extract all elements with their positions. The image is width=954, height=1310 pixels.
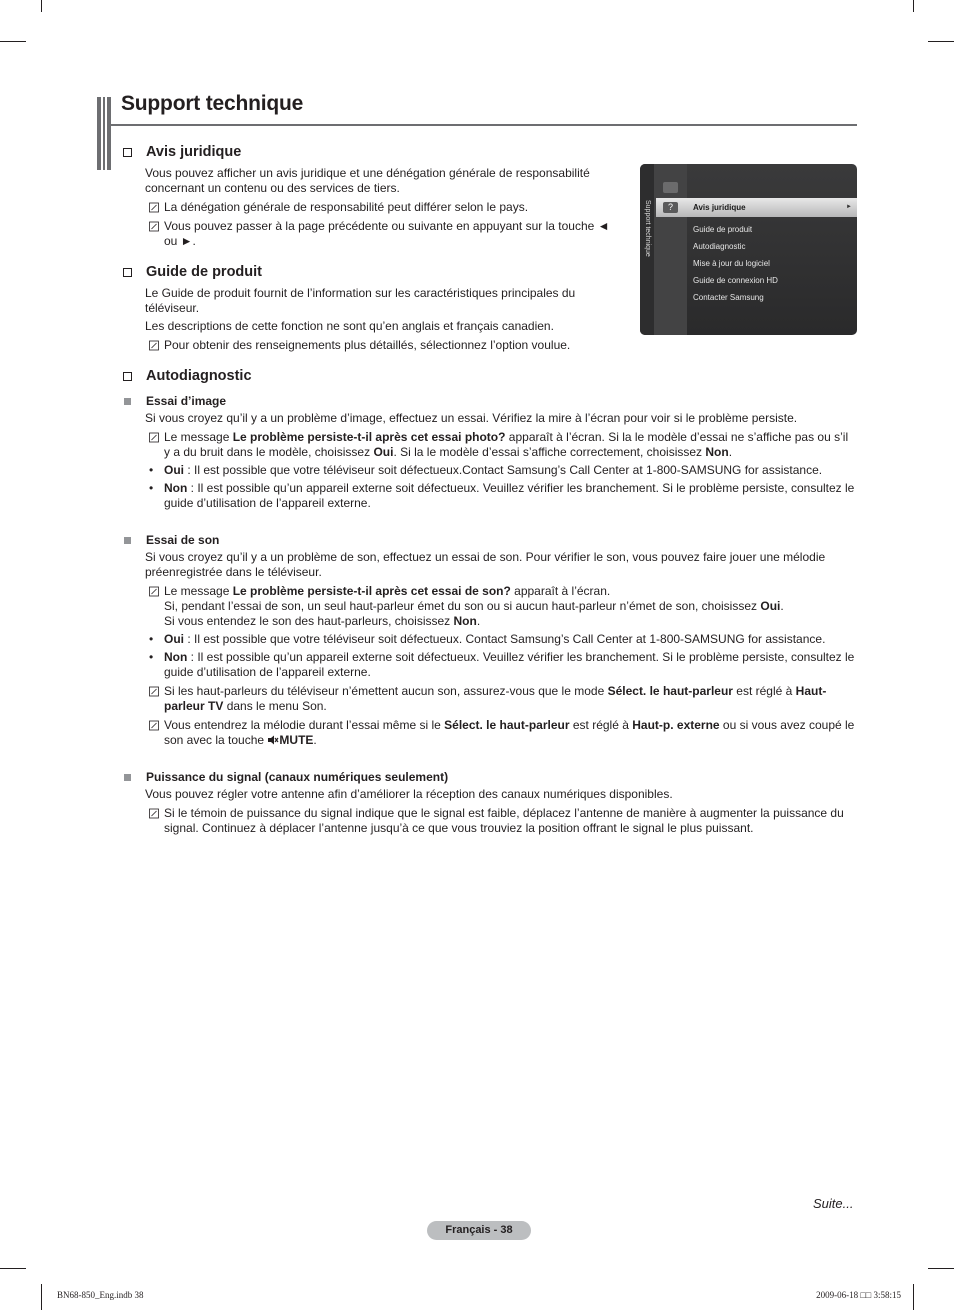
page-number-badge: Français - 38 bbox=[427, 1221, 531, 1240]
title-rule bbox=[111, 124, 857, 126]
note-icon bbox=[145, 720, 164, 731]
note: Vous pouvez passer à la page précédente ou suivante en appuyant sur la touche ◄ ou ►. bbox=[145, 219, 611, 249]
menu-item-contacter-samsung: Contacter Samsung bbox=[693, 293, 764, 302]
page-title: Support technique bbox=[121, 92, 304, 115]
crop-mark bbox=[913, 1284, 914, 1310]
page-content bbox=[121, 145, 857, 836]
crop-mark bbox=[41, 0, 42, 12]
footer-timestamp: 2009-06-18 □□ 3:58:15 bbox=[816, 1290, 901, 1300]
bullet-item: • Oui : Il est possible que votre téléviseur soit défectueux.Contact Samsung’s Call Center at 1-800-SAMSUNG for assistance. bbox=[149, 463, 823, 477]
note: Si le témoin de puissance du signal indique que le signal est faible, déplacez l’antenne de manière à augmenter la puissance du signal. Continuez à déplacer l’antenne jusqu’à ce que vous trouviez la position offrant le signal le plus puissant. bbox=[145, 806, 857, 836]
crop-mark bbox=[928, 41, 954, 42]
note-icon bbox=[145, 221, 164, 232]
paragraph: Vous pouvez afficher un avis juridique et une dénégation générale de responsabilité concernant un contenu ou des services de tiers. bbox=[145, 166, 590, 195]
crop-mark bbox=[41, 1284, 42, 1310]
note-icon bbox=[145, 808, 164, 819]
menu-vertical-label: Support technique bbox=[644, 200, 651, 257]
mute-icon bbox=[267, 735, 279, 745]
checkbox-bullet-icon bbox=[123, 148, 132, 157]
subsection-heading-essai-image: Essai d’image bbox=[124, 394, 857, 409]
note-icon bbox=[145, 432, 164, 443]
paragraph: Si vous croyez qu’il y a un problème d’image, effectuez un essai. Vérifiez la mire à l’écran pour voir si le problème persiste. bbox=[145, 411, 798, 425]
menu-item-avis-juridique: Avis juridique bbox=[693, 203, 746, 212]
paragraph: Si vous croyez qu’il y a un problème de son, effectuez un essai de son. Pour vérifier le son, vous pouvez faire jouer une mélodie préenregistrée dans le téléviseur. bbox=[145, 550, 826, 579]
continued-label: Suite... bbox=[813, 1196, 854, 1211]
section-avis-juridique bbox=[121, 145, 611, 249]
crop-mark bbox=[0, 1268, 26, 1269]
checkbox-bullet-icon bbox=[123, 268, 132, 277]
section-heading: Guide de produit bbox=[121, 265, 611, 280]
note-icon bbox=[145, 686, 164, 697]
support-question-icon: ? bbox=[663, 202, 678, 213]
menu-item-guide-connexion-hd: Guide de connexion HD bbox=[693, 276, 778, 285]
note: Le message Le problème persiste-t-il après cet essai de son? apparaît à l’écran. Si, pendant l’essai de son, un seul haut-parleur émet du son ou si aucun haut-parleur n’émet de son, choisissez Oui. Si vous entendez le son des haut-parleurs, choisissez Non. bbox=[145, 584, 857, 629]
note: Vous entendrez la mélodie durant l’essai même si le Sélect. le haut-parleur est réglé à Haut-p. externe ou si vous avez coupé le son avec la touche MUTE. bbox=[145, 718, 857, 748]
paragraph: Les descriptions de cette fonction ne sont qu’en anglais et français canadien. bbox=[145, 319, 554, 333]
crop-mark bbox=[913, 0, 914, 12]
subsection-heading-puissance-signal: Puissance du signal (canaux numériques seulement) bbox=[124, 770, 857, 785]
note: La dénégation générale de responsabilité peut différer selon le pays. bbox=[145, 200, 611, 215]
bullet-item: • Oui : Il est possible que votre téléviseur soit défectueux. Contact Samsung’s Call Center at 1-800-SAMSUNG for assistance. bbox=[149, 632, 826, 646]
note: Si les haut-parleurs du téléviseur n’émettent aucun son, assurez-vous que le mode Sélect. le haut-parleur est réglé à Haut-parleur TV dans le menu Son. bbox=[145, 684, 857, 714]
menu-item-guide-de-produit: Guide de produit bbox=[693, 225, 753, 234]
paragraph: Le Guide de produit fournit de l’information sur les caractéristiques principales du téléviseur. bbox=[145, 286, 576, 315]
note-icon bbox=[145, 202, 164, 213]
section-guide-de-produit bbox=[121, 265, 611, 353]
square-bullet-icon bbox=[124, 398, 131, 405]
footer-file-info: BN68-850_Eng.indb 38 bbox=[57, 1290, 144, 1300]
note: Le message Le problème persiste-t-il après cet essai photo? apparaît à l’écran. Si la le modèle d’essai ne s’affiche pas ou s’il y a du bruit dans le modèle, choisissez Oui. Si la le modèle d’essai s’affiche correctement, choisissez Non. bbox=[145, 430, 857, 460]
note-icon bbox=[145, 586, 164, 597]
checkbox-bullet-icon bbox=[123, 372, 132, 381]
section-autodiagnostic bbox=[121, 369, 857, 836]
note-icon bbox=[145, 340, 164, 351]
crop-mark bbox=[928, 1268, 954, 1269]
menu-item-autodiagnostic: Autodiagnostic bbox=[693, 242, 746, 251]
note: Pour obtenir des renseignements plus détaillés, sélectionnez l’option voulue. bbox=[145, 338, 611, 353]
section-heading: Autodiagnostic bbox=[121, 369, 857, 384]
paragraph: Vous pouvez régler votre antenne afin d’améliorer la réception des canaux numériques disponibles. bbox=[145, 787, 673, 801]
bullet-item: • Non : Il est possible qu’un appareil externe soit défectueux. Veuillez vérifier les branchement. Si le problème persiste, consultez le guide d’utilisation de l’appareil externe. bbox=[149, 650, 855, 679]
square-bullet-icon bbox=[124, 774, 131, 781]
crop-mark bbox=[0, 41, 26, 42]
bullet-item: • Non : Il est possible qu’un appareil externe soit défectueux. Veuillez vérifier les branchement. Si le problème persiste, consultez le guide d’utilisation de l’appareil externe. bbox=[149, 481, 855, 510]
menu-selected-arrow-icon: ► bbox=[846, 204, 852, 210]
square-bullet-icon bbox=[124, 537, 131, 544]
menu-item-mise-a-jour: Mise à jour du logiciel bbox=[693, 259, 770, 268]
subsection-heading-essai-son: Essai de son bbox=[124, 533, 857, 548]
title-decoration bbox=[97, 97, 111, 170]
section-heading: Avis juridique bbox=[121, 145, 611, 160]
